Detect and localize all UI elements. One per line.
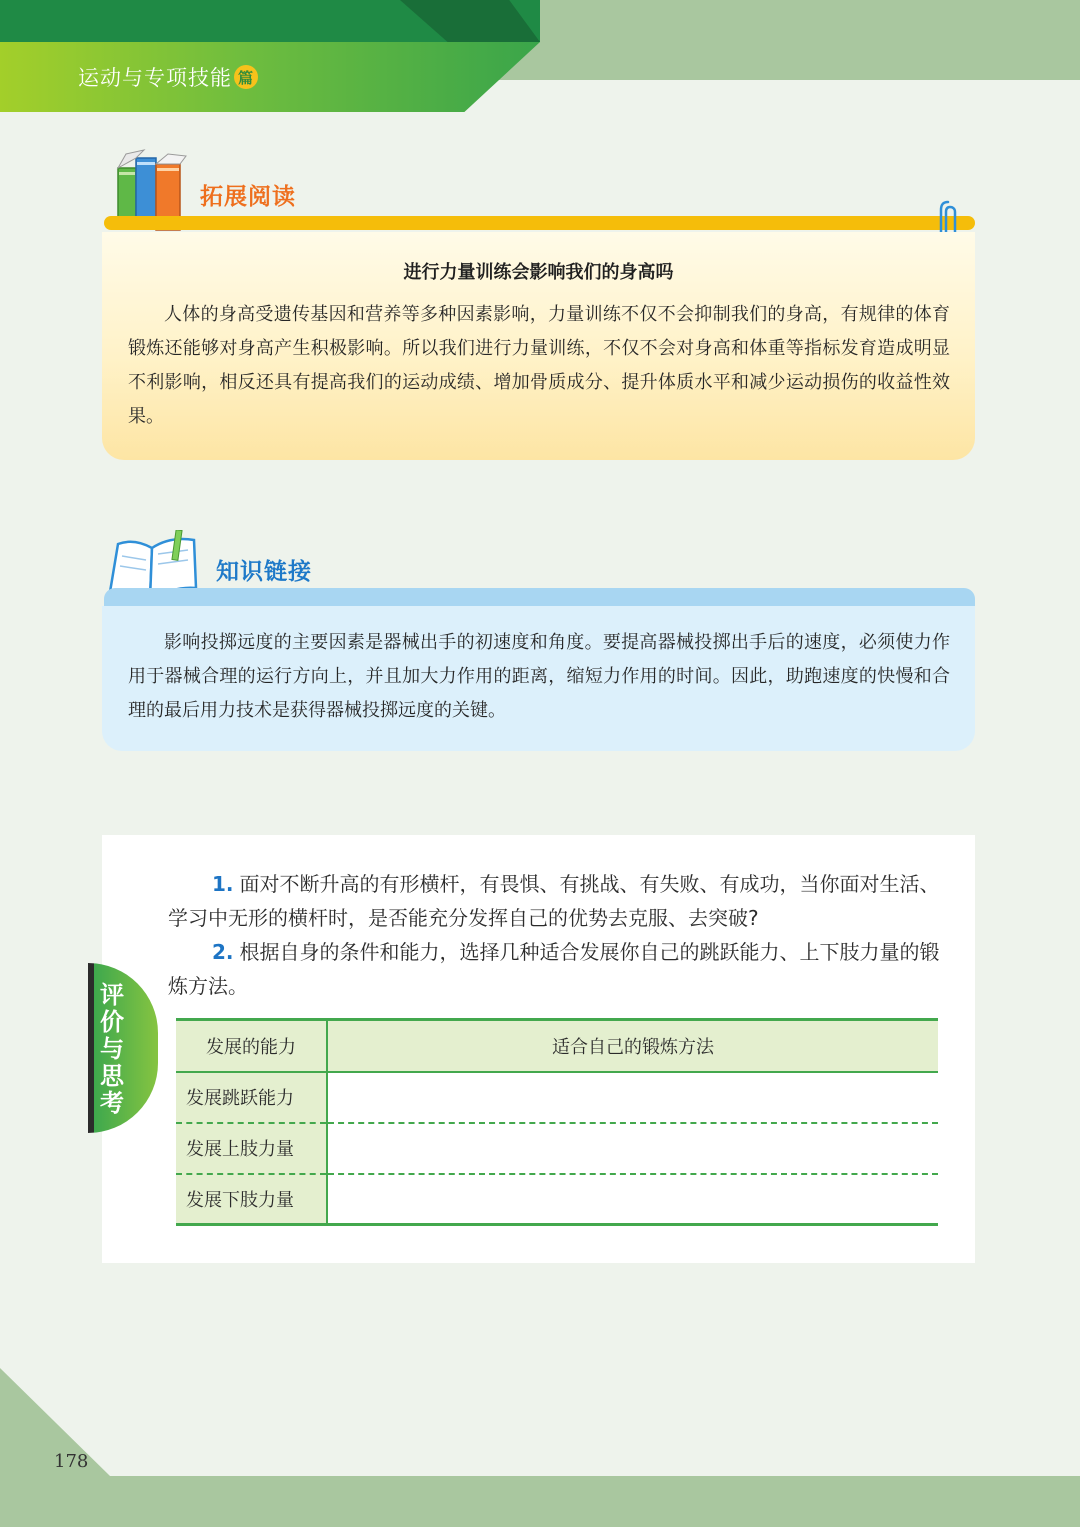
extended-reading-body: 人体的身高受遗传基因和营养等多种因素影响，力量训练不仅不会抑制我们的身高，有规律的体育锻炼还能够对身高产生积极影响。所以我们进行力量训练，不仅不会对身高和体重等指标发育造成明显不利影响，相反还具有提高我们的运动成绩、增加骨质成分、提升体质水平和减少运动损伤的收益性效果。 [128, 304, 950, 427]
section-badge: 篇 [234, 65, 258, 89]
extended-reading-heading: 进行力量训练会影响我们的身高吗 [403, 262, 674, 283]
extended-reading-bar [104, 216, 975, 230]
table-row [176, 1123, 938, 1174]
table-header-ability: 发展的能力 [176, 1020, 327, 1072]
section-title-text: 运动与专项技能 [78, 66, 232, 90]
evaluation-tab-label: 评价与思考 [100, 981, 124, 1117]
table-row [176, 1174, 938, 1225]
exercise-table [176, 1018, 938, 1226]
question-2 [168, 935, 950, 1003]
extended-reading-label: 拓展阅读 [200, 184, 296, 210]
table-cell-ability: 发展跳跃能力 [176, 1072, 327, 1123]
table-cell-ability: 发展下肢力量 [176, 1174, 327, 1225]
knowledge-link-label: 知识链接 [216, 559, 312, 585]
knowledge-link-body: 影响投掷远度的主要因素是器械出手的初速度和角度。要提高器械投掷出手后的速度，必须使力作用于器械合理的运行方向上，并且加大力作用的距离，缩短力作用的时间。因此，助跑速度的快慢和合理的最后用力技术是获得器械投掷远度的关键。 [128, 632, 950, 721]
question-2-text: 根据自身的条件和能力，选择几种适合发展你自己的跳跃能力、上下肢力量的锻炼方法。 [168, 940, 940, 998]
page-number: 178 [54, 1451, 89, 1472]
table-header-row [176, 1020, 938, 1072]
table-header-method: 适合自己的锻炼方法 [327, 1020, 938, 1072]
table-cell-method[interactable] [327, 1123, 938, 1174]
footer-band [0, 1476, 1080, 1527]
question-1 [168, 867, 950, 935]
section-title [78, 62, 258, 92]
table-cell-ability: 发展上肢力量 [176, 1123, 327, 1174]
question-1-text: 面对不断升高的有形横杆，有畏惧、有挑战、有失败、有成功，当你面对生活、学习中无形的横杆时，是否能充分发挥自己的优势去克服、去突破? [168, 872, 940, 930]
table-row [176, 1072, 938, 1123]
table-cell-method[interactable] [327, 1072, 938, 1123]
table-cell-method[interactable] [327, 1174, 938, 1225]
question-1-number: 1. [212, 872, 234, 896]
question-2-number: 2. [212, 940, 234, 964]
